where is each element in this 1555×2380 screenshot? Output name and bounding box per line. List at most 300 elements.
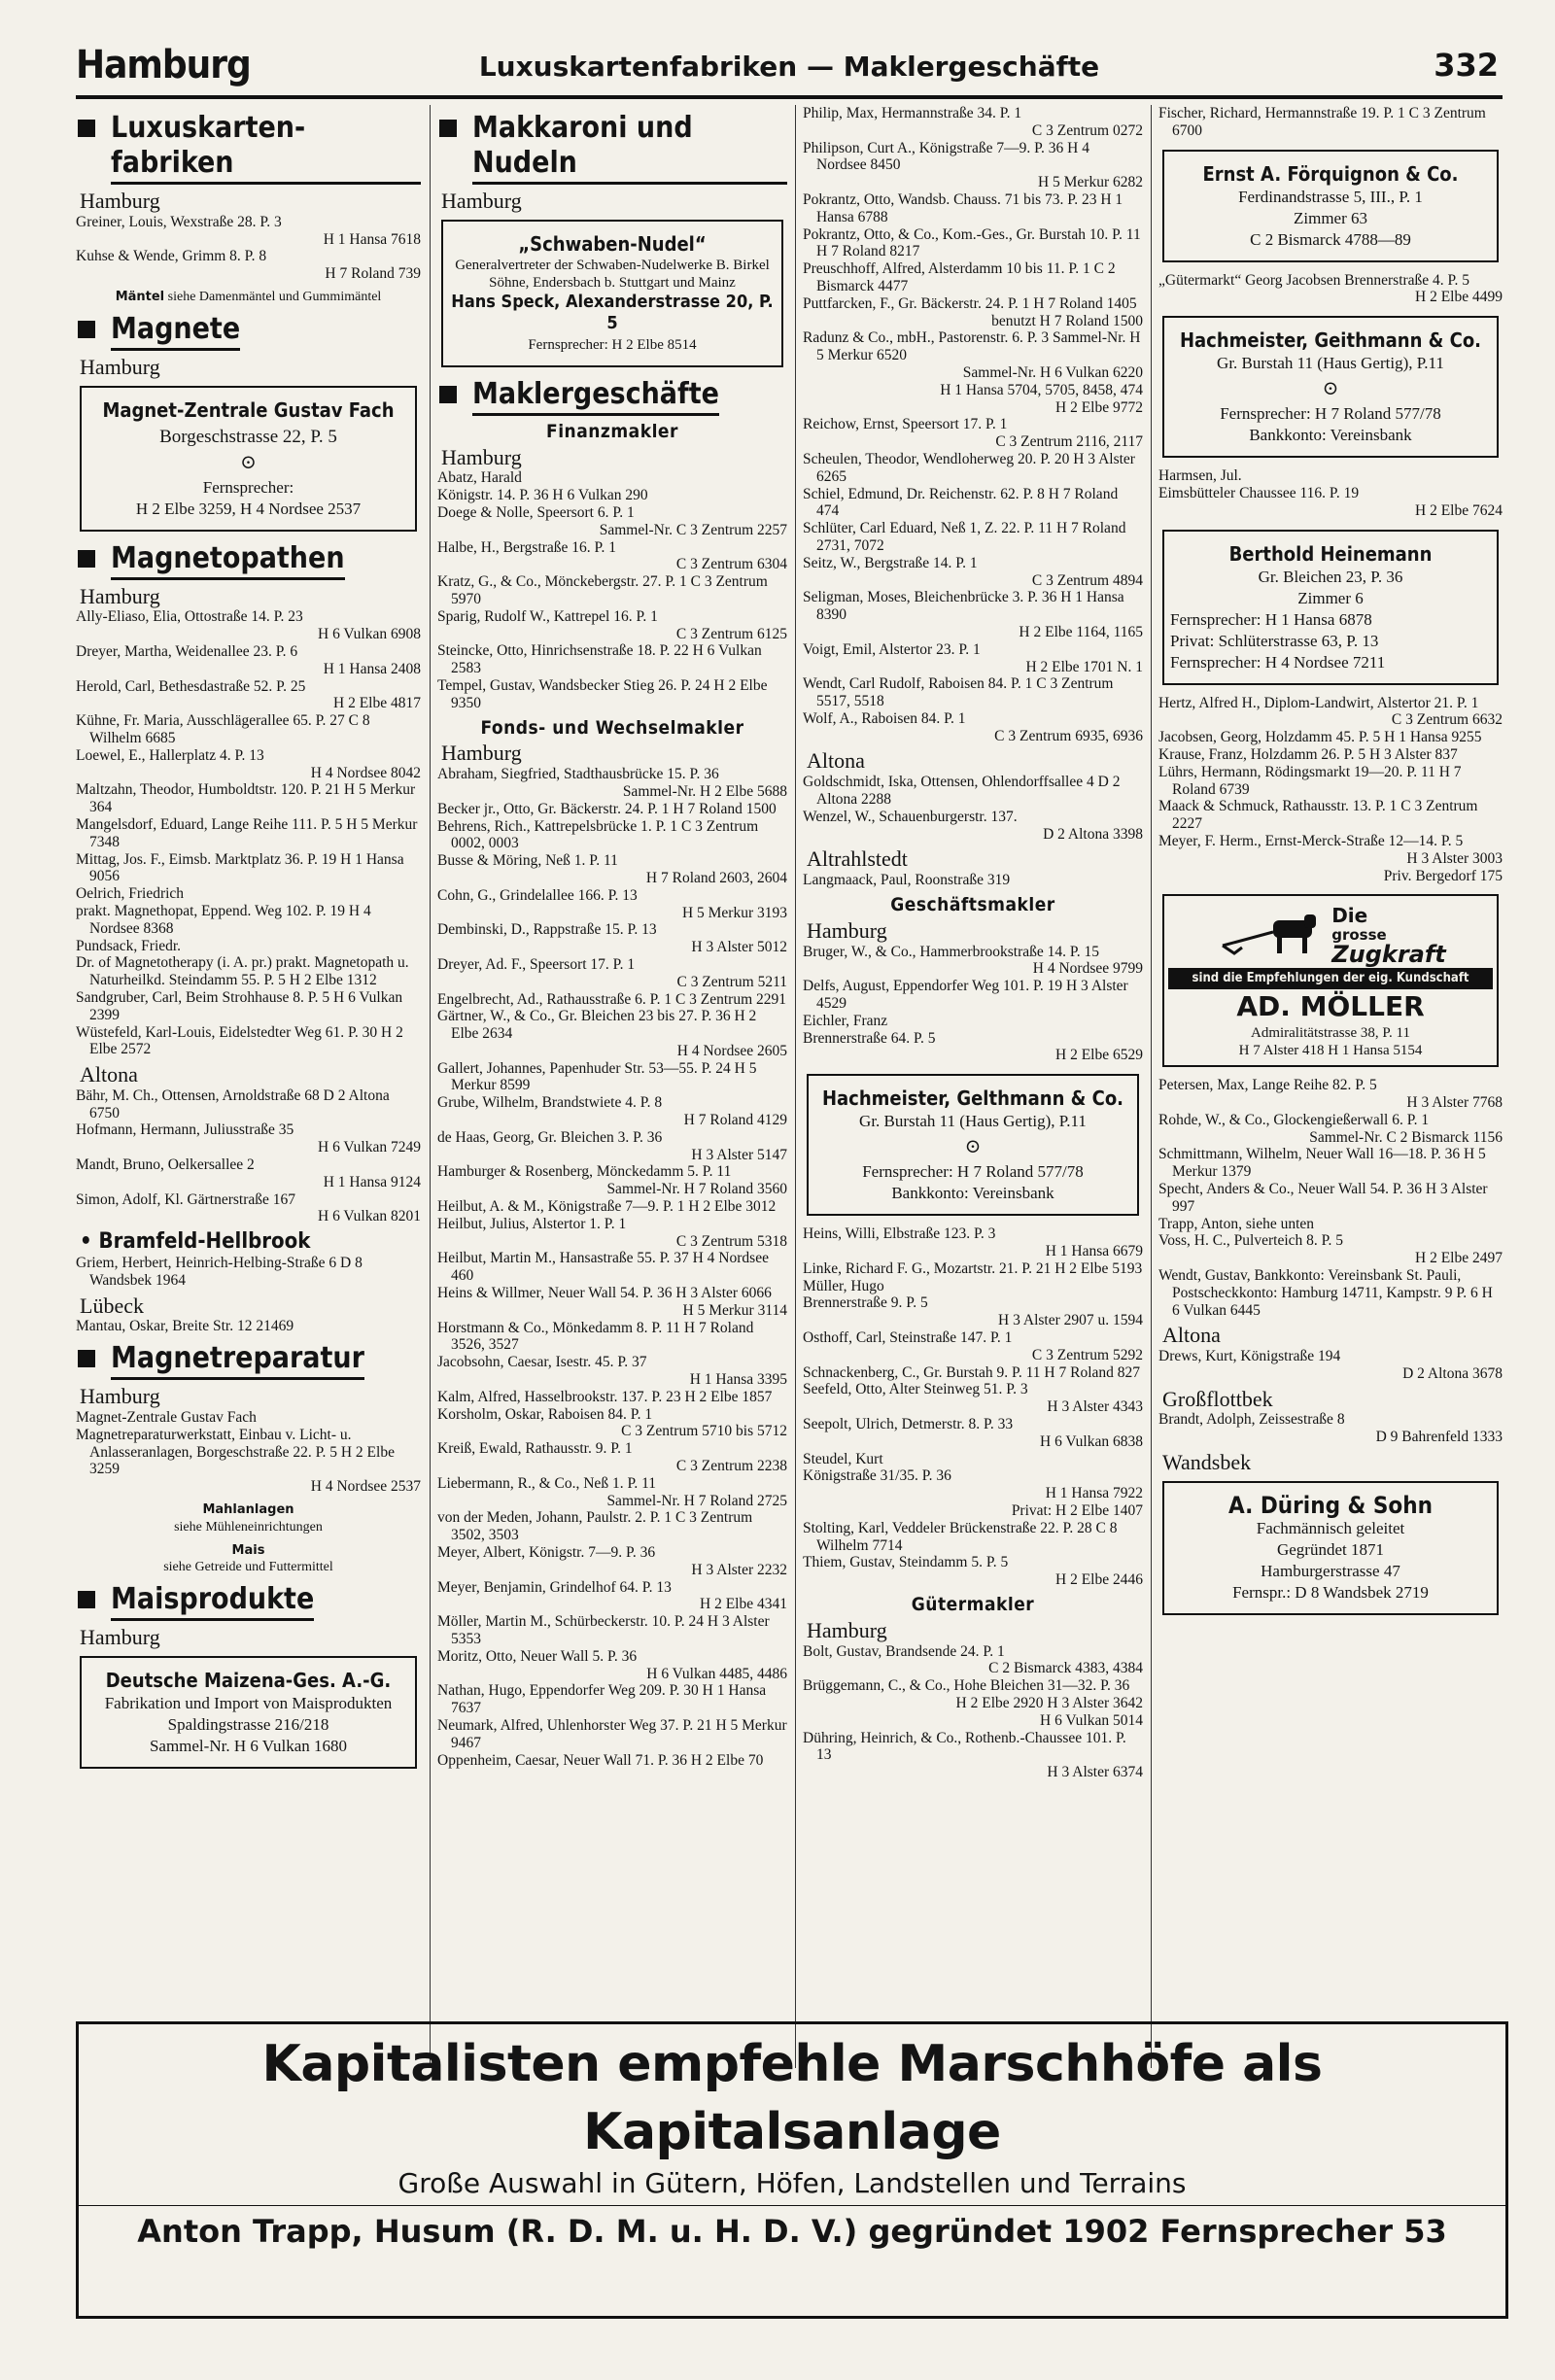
column-4 bbox=[1158, 105, 1503, 2068]
ad-line: H 7 Alster 418 H 1 Hansa 5154 bbox=[1238, 1043, 1423, 1059]
entry-line: Meyer, Albert, Königstr. 7—9. P. 36 bbox=[437, 1544, 656, 1561]
entry-line: H 1 Hansa 7922 bbox=[1045, 1485, 1143, 1502]
note-text: siehe Mühleneinrichtungen bbox=[174, 1519, 323, 1535]
entry-line: Seitz, W., Bergstraße 14. P. 1 bbox=[803, 554, 978, 571]
entry-line: Osthoff, Carl, Steinstraße 147. P. 1 bbox=[803, 1329, 1013, 1347]
entry-line: Dühring, Heinrich, & Co., Rothenb.-Chaussee 101. P. 13 bbox=[803, 1729, 1126, 1764]
ad-line: Fernsprecher: H 7 Roland 577/78 bbox=[1220, 404, 1441, 424]
entry-line: H 3 Alster 3003 bbox=[1406, 849, 1503, 867]
entry-line: Scheulen, Theodor, Wendloherweg 20. P. 20 H 3 Alster 6265 bbox=[803, 450, 1135, 485]
entry-line: Heilbut, Martin M., Hansastraße 55. P. 37 H 4 Nordsee 460 bbox=[437, 1250, 769, 1285]
entry-line: Becker jr., Otto, Gr. Bäckerstr. 24. P. 1 H 7 Roland 1500 bbox=[437, 800, 777, 817]
entry-line: Fischer, Richard, Hermannstraße 19. P. 1 C 3 Zentrum 6700 bbox=[1158, 105, 1486, 139]
entry-list bbox=[803, 872, 1143, 889]
advertisement-box bbox=[80, 1656, 417, 1769]
entry-line: H 3 Alster 5012 bbox=[691, 939, 787, 956]
entry-line: Griem, Herbert, Heinrich-Helbing-Straße 6 D 8 Wandsbek 1964 bbox=[76, 1255, 363, 1289]
entry-line: Wendt, Carl Rudolf, Raboisen 84. P. 1 C 3 Zentrum 5517, 5518 bbox=[803, 675, 1114, 710]
city-heading: Hamburg bbox=[80, 583, 160, 608]
entry-line: Greiner, Louis, Wexstraße 28. P. 3 bbox=[76, 213, 282, 230]
column-rule bbox=[1151, 105, 1152, 2068]
entry-line: H 3 Alster 7768 bbox=[1406, 1093, 1503, 1111]
note-keyword: Mais bbox=[231, 1542, 265, 1558]
entry-line: Trapp, Anton, siehe unten bbox=[1158, 1215, 1315, 1232]
entry-line: Radunz & Co., mbH., Pastorenstr. 6. P. 3 Sammel-Nr. H 5 Merkur 6520 bbox=[803, 329, 1141, 364]
ad-slogan: Zugkraft bbox=[1331, 941, 1446, 969]
entry-line: Meyer, Benjamin, Grindelhof 64. P. 13 bbox=[437, 1578, 672, 1596]
square-bullet-icon bbox=[78, 1350, 95, 1367]
entry-line: Steudel, Kurt bbox=[803, 1450, 883, 1467]
footer-advertisement bbox=[76, 2021, 1508, 2319]
entry-line: Goldschmidt, Iska, Ottensen, Ohlendorffsallee 4 D 2 Altona 2288 bbox=[803, 774, 1121, 809]
entry-line: Steincke, Otto, Hinrichsenstraße 18. P. 22 H 6 Vulkan 2583 bbox=[437, 642, 762, 677]
section-title: Magnetopathen bbox=[111, 541, 345, 580]
ad-line: Fernsprecher: H 2 Elbe 8514 bbox=[528, 336, 697, 353]
entry-line: Heilbut, A. & M., Königstraße 7—9. P. 1 H 2 Elbe 3012 bbox=[437, 1198, 777, 1216]
entry-line: Seefeld, Otto, Alter Steinweg 51. P. 3 bbox=[803, 1381, 1028, 1398]
entry-line: Dr. of Magnetotherapy (i. A. pr.) prakt. Magnetopath u. Naturheilkd. Steindamm 55. P. 5 H 2 Elbe 1312 bbox=[76, 954, 409, 989]
city-heading: Hamburg bbox=[441, 444, 522, 469]
ad-title: Magnet-Zentrale Gustav Fach bbox=[102, 397, 395, 422]
entry-line: H 3 Alster 2907 u. 1594 bbox=[998, 1312, 1143, 1329]
ad-line: Fachmännisch geleitet bbox=[1256, 1518, 1405, 1537]
entry-line: H 4 Nordsee 2537 bbox=[310, 1478, 421, 1496]
section-heading bbox=[437, 377, 787, 416]
advertisement-box bbox=[1162, 150, 1499, 262]
column-rule bbox=[430, 105, 431, 2068]
entry-list bbox=[803, 1225, 1143, 1589]
entry-line: H 6 Vulkan 8201 bbox=[318, 1208, 421, 1225]
cross-reference bbox=[76, 1542, 421, 1577]
entry-line: Engelbrecht, Ad., Rathausstraße 6. P. 1 C 3 Zentrum 2291 bbox=[437, 990, 787, 1008]
header-title: Luxuskartenfabriken — Maklergeschäfte bbox=[478, 51, 1100, 83]
ad-line: H 2 Elbe 3259, H 4 Nordsee 2537 bbox=[135, 499, 362, 518]
ad-line: Bankkonto: Vereinsbank bbox=[1249, 426, 1412, 445]
ad-title: Hachmeister, Geithmann & Co. bbox=[1179, 328, 1482, 353]
ad-line: Gegründet 1871 bbox=[1276, 1539, 1384, 1559]
entry-line: H 5 Merkur 3193 bbox=[681, 904, 787, 921]
entry-line: Kreiß, Ewald, Rathausstr. 9. P. 1 bbox=[437, 1440, 633, 1458]
entry-line: Horstmann & Co., Mönkedamm 8. P. 11 H 7 Roland 3526, 3527 bbox=[437, 1319, 754, 1354]
entry-line: Hofmann, Hermann, Juliusstraße 35 bbox=[76, 1121, 294, 1139]
ad-slogan: Die bbox=[1331, 904, 1368, 928]
entry-line: Wüstefeld, Karl-Louis, Eidelstedter Weg 61. P. 30 H 2 Elbe 2572 bbox=[76, 1023, 403, 1058]
entry-line: H 3 Alster 4343 bbox=[1047, 1398, 1143, 1416]
entry-line: Krause, Franz, Holzdamm 26. P. 5 H 3 Alster 837 bbox=[1158, 745, 1458, 763]
entry-line: H 1 Hansa 5704, 5705, 8458, 474 bbox=[940, 381, 1143, 398]
entry-line: Herold, Carl, Bethesdastraße 52. P. 25 bbox=[76, 677, 306, 695]
entry-line: Liebermann, R., & Co., Neß 1. P. 11 bbox=[437, 1474, 657, 1492]
entry-line: H 5 Merkur 6282 bbox=[1037, 174, 1143, 191]
section-title: Magnete bbox=[111, 312, 240, 351]
circle-dot-icon: ⊙ bbox=[964, 1136, 982, 1158]
entry-line: Sammel-Nr. H 7 Roland 3560 bbox=[606, 1181, 787, 1198]
city-heading: Großflottbek bbox=[1162, 1386, 1273, 1411]
entry-line: H 6 Vulkan 7249 bbox=[318, 1139, 421, 1156]
entry-line: Cohn, G., Grindelallee 166. P. 13 bbox=[437, 886, 638, 904]
entry-line: Langmaack, Paul, Roonstraße 319 bbox=[803, 872, 1011, 889]
city-heading: Hamburg bbox=[80, 189, 160, 213]
entry-line: H 7 Roland 2603, 2604 bbox=[645, 869, 787, 886]
ad-line: Fernsprecher: bbox=[202, 477, 294, 497]
section-title: Maklergeschäfte bbox=[472, 377, 719, 416]
entry-line: H 3 Alster 2232 bbox=[691, 1561, 787, 1578]
entry-line: Schiel, Edmund, Dr. Reichenstr. 62. P. 8 H 7 Roland 474 bbox=[803, 485, 1119, 520]
entry-line: Meyer, F. Herm., Ernst-Merck-Straße 12—14. P. 5 bbox=[1158, 832, 1464, 849]
plough-horse-icon bbox=[1215, 911, 1322, 959]
entry-line: Jacobsen, Georg, Holzdamm 45. P. 5 H 1 Hansa 9255 bbox=[1158, 729, 1482, 746]
ad-line: Zimmer 6 bbox=[1297, 588, 1364, 607]
ad-line: Admiralitätstrasse 38, P. 11 bbox=[1250, 1025, 1410, 1042]
entry-line: D 2 Altona 3678 bbox=[1402, 1364, 1503, 1382]
column-rule bbox=[795, 105, 796, 2068]
entry-line: Gallert, Johannes, Papenhuder Str. 53—55. P. 24 H 5 Merkur 8599 bbox=[437, 1059, 757, 1094]
entry-line: de Haas, Georg, Gr. Bleichen 3. P. 36 bbox=[437, 1128, 663, 1146]
entry-line: Dembinski, D., Rappstraße 15. P. 13 bbox=[437, 921, 657, 939]
footer-headline: Kapitalisten empfehle Marschhöfe als Kapitalsanlage bbox=[261, 2035, 1323, 2161]
city-heading: Hamburg bbox=[80, 1625, 160, 1650]
entry-line: Wenzel, W., Schauenburgerstr. 137. bbox=[803, 808, 1018, 825]
header-city: Hamburg bbox=[76, 43, 251, 87]
ad-line: Gr. Bleichen 23, P. 36 bbox=[1258, 567, 1403, 586]
entry-line: Dreyer, Martha, Weidenallee 23. P. 6 bbox=[76, 642, 298, 660]
entry-line: „Gütermarkt“ Georg Jacobsen Brennerstraße 4. P. 5 bbox=[1158, 271, 1469, 289]
entry-line: H 1 Hansa 7618 bbox=[323, 230, 421, 248]
entry-line: H 2 Elbe 7624 bbox=[1415, 501, 1503, 519]
entry-line: Mangelsdorf, Eduard, Lange Reihe 111. P. 5 H 5 Merkur 7348 bbox=[76, 815, 418, 850]
section-heading bbox=[76, 541, 421, 580]
entry-line: Gärtner, W., & Co., Gr. Bleichen 23 bis 27. P. 36 H 2 Elbe 2634 bbox=[437, 1008, 757, 1043]
ad-title: Berthold Heinemann bbox=[1228, 541, 1433, 566]
entry-list bbox=[1158, 1411, 1503, 1446]
entry-line: Heins & Willmer, Neuer Wall 54. P. 36 H 3 Alster 6066 bbox=[437, 1285, 772, 1302]
entry-line: H 2 Elbe 2497 bbox=[1415, 1250, 1503, 1267]
entry-line: Mittag, Jos. F., Eimsb. Marktplatz 36. P. 19 H 1 Hansa 9056 bbox=[76, 850, 404, 885]
ad-line: Bankkonto: Vereinsbank bbox=[891, 1184, 1054, 1203]
entry-line: Abraham, Siegfried, Stadthausbrücke 15. P. 36 bbox=[437, 766, 719, 783]
entry-line: Möller, Martin M., Schürbeckerstr. 10. P. 24 H 3 Alster 5353 bbox=[437, 1613, 770, 1647]
section-heading bbox=[76, 111, 421, 185]
section-title: Magnetreparatur bbox=[111, 1341, 364, 1380]
entry-line: Sammel-Nr. H 6 Vulkan 6220 bbox=[962, 363, 1143, 381]
entry-line: Brennerstraße 9. P. 5 bbox=[803, 1294, 928, 1312]
entry-line: H 2 Elbe 2446 bbox=[1055, 1571, 1143, 1589]
entry-line: Magnetreparaturwerkstatt, Einbau v. Licht- u. Anlasseranlagen, Borgeschstraße 22. P. 5 H 2 Elbe 3259 bbox=[76, 1426, 395, 1478]
entry-line: Kratz, G., & Co., Mönckebergstr. 27. P. 1 C 3 Zentrum 5970 bbox=[437, 573, 768, 607]
entry-line: Lührs, Hermann, Rödingsmarkt 19—20. P. 11 H 7 Roland 6739 bbox=[1158, 763, 1462, 798]
entry-list bbox=[437, 766, 787, 1769]
entry-line: Thiem, Gustav, Steindamm 5. P. 5 bbox=[803, 1554, 1009, 1571]
entry-line: Busse & Möring, Neß 1. P. 11 bbox=[437, 852, 618, 870]
entry-line: Pokrantz, Otto, Wandsb. Chauss. 71 bis 73. P. 23 H 1 Hansa 6788 bbox=[803, 190, 1123, 225]
entry-list bbox=[803, 774, 1143, 843]
advertisement-box bbox=[1162, 1481, 1499, 1615]
entry-line: Ally-Eliaso, Elia, Ottostraße 14. P. 23 bbox=[76, 608, 303, 626]
entry-line: Rohde, W., & Co., Glockengießerwall 6. P. 1 bbox=[1158, 1111, 1430, 1128]
moeller-advertisement bbox=[1162, 894, 1499, 1067]
entry-line: H 1 Hansa 2408 bbox=[323, 660, 421, 677]
entry-line: C 2 Bismarck 4383, 4384 bbox=[988, 1660, 1143, 1677]
entry-list bbox=[1158, 272, 1503, 307]
footer-rule bbox=[79, 2205, 1505, 2206]
entry-line: Magnet-Zentrale Gustav Fach bbox=[76, 1409, 257, 1427]
entry-line: H 6 Vulkan 5014 bbox=[1040, 1711, 1143, 1729]
ad-title: Hachmeister, Gelthmann & Co. bbox=[821, 1087, 1124, 1111]
entry-line: Moritz, Otto, Neuer Wall 5. P. 36 bbox=[437, 1647, 638, 1665]
entry-line: Harmsen, Jul. bbox=[1158, 467, 1242, 485]
entry-line: C 3 Zentrum 5318 bbox=[675, 1232, 787, 1250]
entry-line: Oppenheim, Caesar, Neuer Wall 71. P. 36 H 2 Elbe 70 bbox=[437, 1751, 764, 1769]
circle-dot-icon: ⊙ bbox=[240, 451, 257, 473]
entry-line: H 4 Nordsee 8042 bbox=[310, 764, 421, 781]
entry-line: C 3 Zentrum 5292 bbox=[1031, 1346, 1143, 1363]
footer-contact: Anton Trapp, Husum (R. D. M. u. H. D. V.) gegründet 1902 Fernsprecher 53 bbox=[137, 2213, 1447, 2250]
entry-line: H 3 Alster 5147 bbox=[691, 1146, 787, 1163]
ad-line: Generalvertreter der Schwaben-Nudelwerke B. Birkel Söhne, Endersbach b. Stuttgart und Mainz bbox=[455, 257, 770, 291]
city-heading: Hamburg bbox=[441, 741, 522, 766]
section-heading bbox=[76, 312, 421, 351]
entry-line: Bolt, Gustav, Brandsende 24. P. 1 bbox=[803, 1642, 1005, 1660]
entry-line: Simon, Adolf, Kl. Gärtnerstraße 167 bbox=[76, 1190, 296, 1208]
entry-line: Bruger, W., & Co., Hammerbrookstraße 14. P. 15 bbox=[803, 943, 1100, 960]
advertisement-box bbox=[441, 220, 783, 367]
entry-line: H 2 Elbe 1701 N. 1 bbox=[1025, 658, 1143, 675]
page-number: 332 bbox=[1434, 47, 1499, 84]
square-bullet-icon bbox=[439, 386, 457, 403]
entry-line: C 3 Zentrum 6632 bbox=[1391, 711, 1503, 729]
city-heading: Lübeck bbox=[80, 1293, 144, 1318]
ad-line: C 2 Bismarck 4788—89 bbox=[1250, 229, 1411, 249]
entry-line: Stolting, Karl, Veddeler Brückenstraße 22. P. 28 C 8 Wilhelm 7714 bbox=[803, 1519, 1118, 1554]
entry-line: H 6 Vulkan 4485, 4486 bbox=[646, 1665, 787, 1682]
ad-line: Fernsprecher: H 4 Nordsee 7211 bbox=[1170, 652, 1386, 672]
circle-dot-icon: ⊙ bbox=[1322, 378, 1339, 400]
ad-line: Zimmer 63 bbox=[1293, 208, 1367, 227]
city-heading: Altona bbox=[1162, 1323, 1221, 1348]
entry-line: Neumark, Alfred, Uhlenhorster Weg 37. P. 21 H 5 Merkur 9467 bbox=[437, 1716, 787, 1751]
entry-line: Mantau, Oskar, Breite Str. 12 21469 bbox=[76, 1318, 294, 1335]
subsection-heading: Fonds- und Wechselmakler bbox=[480, 716, 744, 739]
columns bbox=[76, 105, 1503, 2068]
city-heading: Wandsbek bbox=[1162, 1450, 1252, 1475]
city-heading: Hamburg bbox=[80, 1384, 160, 1409]
entry-line: C 3 Zentrum 6304 bbox=[675, 556, 787, 573]
footer-subline: Große Auswahl in Gütern, Höfen, Landstellen und Terrains bbox=[397, 2167, 1187, 2199]
city-heading: Hamburg bbox=[807, 917, 887, 943]
ad-line: Hans Speck, Alexanderstrasse 20, P. 5 bbox=[451, 291, 774, 333]
section-title: Luxuskarten-fabriken bbox=[111, 111, 421, 185]
square-bullet-icon bbox=[78, 550, 95, 568]
ad-line: Fernspr.: D 8 Wandsbek 2719 bbox=[1232, 1582, 1429, 1602]
ad-title: AD. MÖLLER bbox=[1236, 990, 1425, 1023]
entry-line: Maltzahn, Theodor, Humboldtstr. 120. P. 21 H 5 Merkur 364 bbox=[76, 781, 416, 816]
entry-line: von der Meden, Johann, Paulstr. 2. P. 1 C 3 Zentrum 3502, 3503 bbox=[437, 1509, 753, 1544]
entry-list bbox=[1158, 467, 1503, 519]
entry-line: Müller, Hugo bbox=[803, 1277, 884, 1294]
entry-line: Brennerstraße 64. P. 5 bbox=[803, 1029, 936, 1047]
entry-line: Petersen, Max, Lange Reihe 82. P. 5 bbox=[1158, 1077, 1377, 1094]
entry-line: Schnackenberg, C., Gr. Burstah 9. P. 11 H 7 Roland 827 bbox=[803, 1363, 1141, 1381]
square-bullet-icon bbox=[78, 1591, 95, 1608]
entry-line: H 3 Alster 6374 bbox=[1047, 1764, 1143, 1781]
note-keyword: Mäntel bbox=[115, 289, 165, 304]
column-3 bbox=[803, 105, 1143, 2068]
entry-line: C 3 Zentrum 2116, 2117 bbox=[995, 433, 1143, 451]
entry-line: Bähr, M. Ch., Ottensen, Arnoldstraße 68 D 2 Altona 6750 bbox=[76, 1087, 390, 1121]
entry-line: Specht, Anders & Co., Neuer Wall 54. P. 36 H 3 Alster 997 bbox=[1158, 1180, 1488, 1215]
ad-slogan: grosse bbox=[1331, 926, 1387, 945]
entry-line: Königstr. 14. P. 36 H 6 Vulkan 290 bbox=[437, 487, 648, 504]
city-heading: Hamburg bbox=[441, 189, 522, 213]
entry-list bbox=[76, 608, 421, 1058]
square-bullet-icon bbox=[439, 120, 457, 137]
entry-line: D 2 Altona 3398 bbox=[1043, 825, 1143, 843]
ad-line: Fabrikation und Import von Maisprodukten bbox=[104, 1694, 393, 1713]
entry-line: H 1 Hansa 3395 bbox=[689, 1371, 787, 1389]
entry-line: Seepolt, Ulrich, Detmerstr. 8. P. 33 bbox=[803, 1416, 1014, 1432]
ad-title: Ernst A. Förquignon & Co. bbox=[1202, 161, 1459, 186]
ad-line: Fernsprecher: H 1 Hansa 6878 bbox=[1170, 609, 1372, 629]
entry-line: H 2 Elbe 4817 bbox=[333, 695, 421, 712]
entry-list bbox=[76, 1087, 421, 1225]
entry-line: Schlüter, Carl Eduard, Neß 1, Z. 22. P. 11 H 7 Roland 2731, 7072 bbox=[803, 520, 1126, 554]
entry-line: Nathan, Hugo, Eppendorfer Weg 209. P. 30 H 1 Hansa 7637 bbox=[437, 1682, 767, 1717]
entry-line: Drews, Kurt, Königstraße 194 bbox=[1158, 1348, 1341, 1365]
city-heading: Altrahlstedt bbox=[807, 846, 908, 872]
ad-line: Gr. Burstah 11 (Haus Gertig), P.11 bbox=[859, 1112, 1087, 1131]
entry-line: Priv. Bergedorf 175 bbox=[1383, 867, 1503, 884]
entry-line: Hamburger & Rosenberg, Mönckedamm 5. P. 11 bbox=[437, 1163, 732, 1181]
ad-line: Fernsprecher: H 7 Roland 577/78 bbox=[862, 1162, 1084, 1182]
entry-line: H 7 Roland 4129 bbox=[683, 1112, 787, 1129]
entry-line: Jacobsohn, Caesar, Isestr. 45. P. 37 bbox=[437, 1354, 647, 1371]
city-heading: Altona bbox=[80, 1062, 138, 1087]
entry-line: Seligman, Moses, Bleichenbrücke 3. P. 36 H 1 Hansa 8390 bbox=[803, 589, 1124, 624]
entry-line: Privat: H 2 Elbe 1407 bbox=[1011, 1501, 1143, 1519]
column-1 bbox=[76, 105, 421, 2068]
entry-line: Kuhse & Wende, Grimm 8. P. 8 bbox=[76, 248, 267, 265]
subsection-heading: Finanzmakler bbox=[546, 420, 678, 442]
entry-line: Tempel, Gustav, Wandsbecker Stieg 26. P. 24 H 2 Elbe 9350 bbox=[437, 676, 768, 711]
entry-line: C 3 Zentrum 5710 bis 5712 bbox=[621, 1423, 787, 1440]
entry-line: H 2 Elbe 6529 bbox=[1055, 1047, 1143, 1064]
ad-line: Hamburgerstrasse 47 bbox=[1261, 1561, 1400, 1580]
entry-line: Heilbut, Julius, Alstertor 1. P. 1 bbox=[437, 1215, 627, 1232]
entry-line: Sammel-Nr. C 2 Bismarck 1156 bbox=[1309, 1128, 1503, 1146]
city-heading: Altona bbox=[807, 748, 865, 774]
entry-line: Pundsack, Friedr. bbox=[76, 937, 182, 954]
entry-list bbox=[803, 944, 1143, 1065]
entry-line: Korsholm, Oskar, Raboisen 84. P. 1 bbox=[437, 1405, 653, 1423]
entry-line: Voigt, Emil, Alstertor 23. P. 1 bbox=[803, 640, 981, 658]
entry-line: Königstraße 31/35. P. 36 bbox=[803, 1467, 951, 1485]
entry-line: H 1 Hansa 6679 bbox=[1045, 1243, 1143, 1260]
entry-line: C 3 Zentrum 0272 bbox=[1031, 121, 1143, 139]
ad-line: Ferdinandstrasse 5, III., P. 1 bbox=[1238, 187, 1423, 206]
entry-line: Puttfarcken, F., Gr. Bäckerstr. 24. P. 1 H 7 Roland 1405 bbox=[803, 294, 1137, 312]
entry-line: H 2 Elbe 4499 bbox=[1415, 289, 1503, 306]
cross-reference bbox=[76, 1501, 421, 1536]
entry-line: prakt. Magnethopat, Eppend. Weg 102. P. 19 H 4 Nordsee 8368 bbox=[76, 902, 371, 937]
entry-line: H 4 Nordsee 9799 bbox=[1032, 960, 1143, 978]
note-keyword: Mahlanlagen bbox=[202, 1502, 294, 1518]
entry-line: Reichow, Ernst, Speersort 17. P. 1 bbox=[803, 416, 1008, 433]
section-title: Maisprodukte bbox=[111, 1582, 314, 1621]
entry-line: Sparig, Rudolf W., Kattrepel 16. P. 1 bbox=[437, 607, 658, 625]
entry-line: H 1 Hansa 9124 bbox=[323, 1173, 421, 1190]
advertisement-box bbox=[1162, 316, 1499, 458]
entry-line: D 9 Bahrenfeld 1333 bbox=[1375, 1429, 1503, 1446]
entry-line: Loewel, E., Hallerplatz 4. P. 13 bbox=[76, 746, 264, 764]
ad-line: Sammel-Nr. H 6 Vulkan 1680 bbox=[149, 1737, 348, 1756]
section-heading bbox=[437, 111, 787, 185]
entry-line: H 6 Vulkan 6838 bbox=[1040, 1432, 1143, 1450]
entry-line: Brüggemann, C., & Co., Hohe Bleichen 31—32. P. 36 bbox=[803, 1677, 1130, 1695]
entry-line: Dreyer, Ad. F., Speersort 17. P. 1 bbox=[437, 955, 636, 973]
entry-line: Brandt, Adolph, Zeissestraße 8 bbox=[1158, 1411, 1345, 1429]
entry-line: C 3 Zentrum 4894 bbox=[1031, 571, 1143, 589]
entry-line: H 2 Elbe 1164, 1165 bbox=[1019, 623, 1143, 640]
entry-line: Philipson, Curt A., Königstraße 7—9. P. 36 H 4 Nordsee 8450 bbox=[803, 139, 1089, 174]
entry-line: Heins, Willi, Elbstraße 123. P. 3 bbox=[803, 1225, 996, 1243]
entry-list bbox=[1158, 105, 1503, 140]
entry-line: Linke, Richard F. G., Mozartstr. 21. P. 21 H 2 Elbe 5193 bbox=[803, 1259, 1143, 1277]
entry-line: Sammel-Nr. H 7 Roland 2725 bbox=[606, 1492, 787, 1509]
entry-list bbox=[76, 1409, 421, 1496]
entry-line: Oelrich, Friedrich bbox=[76, 885, 185, 903]
entry-line: Kühne, Fr. Maria, Ausschlägerallee 65. P. 27 C 8 Wilhelm 6685 bbox=[76, 712, 370, 746]
ad-strip-text: sind die Empfehlungen der eig. Kundschaft bbox=[1168, 968, 1493, 989]
ad-line: Gr. Burstah 11 (Haus Gertig), P.11 bbox=[1217, 354, 1444, 373]
note-text: siehe Getreide und Futtermittel bbox=[163, 1560, 333, 1575]
entry-list bbox=[803, 105, 1143, 744]
square-bullet-icon bbox=[78, 321, 95, 338]
entry-line: Halbe, H., Bergstraße 16. P. 1 bbox=[437, 538, 616, 556]
entry-list bbox=[803, 1643, 1143, 1781]
entry-line: H 7 Roland 739 bbox=[325, 265, 421, 283]
entry-line: H 2 Elbe 9772 bbox=[1055, 398, 1143, 416]
ad-line: Privat: Schlüterstrasse 63, P. 13 bbox=[1170, 631, 1379, 650]
entry-line: Kalm, Alfred, Hasselbrookstr. 137. P. 23 H 2 Elbe 1857 bbox=[437, 1388, 773, 1405]
city-heading: • Bramfeld-Hellbrook bbox=[80, 1229, 311, 1255]
note-text: siehe Damenmäntel und Gummimäntel bbox=[167, 289, 382, 304]
ad-title: Deutsche Maizena-Ges. A.-G. bbox=[105, 1669, 392, 1693]
entry-line: Maack & Schmuck, Rathausstr. 13. P. 1 C 3 Zentrum 2227 bbox=[1158, 798, 1478, 833]
entry-line: Voss, H. C., Pulverteich 8. P. 5 bbox=[1158, 1232, 1344, 1250]
advertisement-box bbox=[80, 386, 417, 532]
entry-line: Eichler, Franz bbox=[803, 1012, 888, 1029]
entry-list bbox=[1158, 1348, 1503, 1383]
entry-line: Doege & Nolle, Speersort 6. P. 1 bbox=[437, 503, 635, 521]
entry-line: C 3 Zentrum 5211 bbox=[676, 973, 787, 990]
entry-line: benutzt H 7 Roland 1500 bbox=[991, 312, 1143, 329]
entry-line: H 6 Vulkan 6908 bbox=[318, 626, 421, 643]
cross-reference bbox=[76, 289, 421, 306]
entry-line: Grube, Wilhelm, Brandstwiete 4. P. 8 bbox=[437, 1094, 663, 1112]
ad-title: „Schwaben-Nudel“ bbox=[518, 231, 707, 256]
subsection-heading: Gütermakler bbox=[911, 1593, 1035, 1615]
entry-line: H 4 Nordsee 2605 bbox=[676, 1042, 787, 1059]
entry-line: Philip, Max, Hermannstraße 34. P. 1 bbox=[803, 105, 1022, 121]
entry-line: Abatz, Harald bbox=[437, 469, 522, 487]
entry-list bbox=[76, 214, 421, 283]
entry-line: C 3 Zentrum 6125 bbox=[675, 625, 787, 642]
entry-line: Mandt, Bruno, Oelkersallee 2 bbox=[76, 1156, 255, 1174]
entry-line: Pokrantz, Otto, & Co., Kom.-Ges., Gr. Burstah 10. P. 11 H 7 Roland 8217 bbox=[803, 225, 1141, 260]
page-header bbox=[76, 39, 1503, 99]
entry-line: Wendt, Gustav, Bankkonto: Vereinsbank St. Pauli, Postscheckkonto: Hamburg 14711, Kampstr. 9 P. 6 H 6 Vulkan 6445 bbox=[1158, 1266, 1493, 1319]
entry-line: Sammel-Nr. C 3 Zentrum 2257 bbox=[599, 521, 787, 538]
